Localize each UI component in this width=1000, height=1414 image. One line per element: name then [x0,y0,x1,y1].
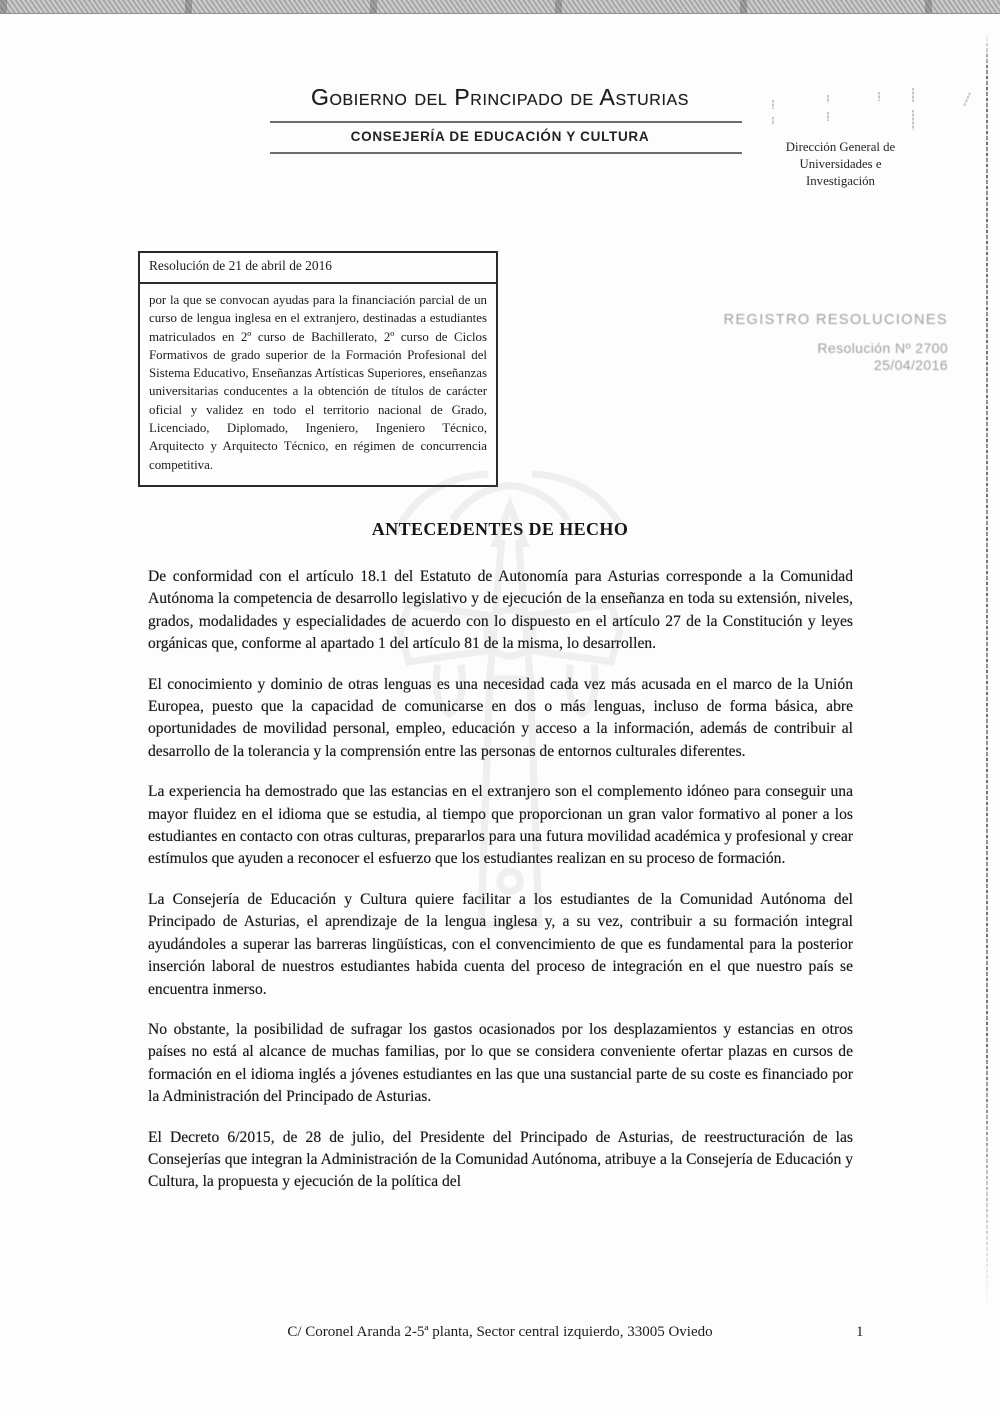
body-paragraph: De conformidad con el artículo 18.1 del Estatuto de Autonomía para Asturias corresponde a la Comunidad Autónoma la competencia de desarrollo legislativo y de ejecución de la enseñanza en toda su extensión, niveles, grados, modalidades y especialidades de acuerdo con lo dispuesto en el artículo 27 de la Constitución y leyes orgánicas que, conforme al apartado 1 del artículo 81 de la misma, lo desarrollen. [148,568,853,653]
scan-noise-mark [772,117,774,125]
body-paragraph: La Consejería de Educación y Cultura quiere facilitar a los estudiantes de la Comunidad Autónoma del Principado de Asturias, el aprendizaje de la lengua inglesa y, a su vez, contribuir a su formación integral ayudándoles a superar las barreras lingüísticas, con el convencimiento de que es fundamental para la posterior inserción laboral de nuestros estudiantes habida cuenta del proceso de integración en el que nuestro país se encuentra inmerso. [148,890,853,998]
body-paragraph: La experiencia ha demostrado que las estancias en el extranjero son el complemento idóneo para conseguir una mayor fluidez en el idioma que se estudia, al tiempo que proporcionan un gran valor formativo al poner a los estudiantes en contacto con otras culturas, prepararlos para una futura movilidad académica y profesional y crear estímulos que ayuden a reconocer el esfuerzo que los estudiantes realizan en su proceso de formación. [148,783,853,868]
body-paragraph: No obstante, la posibilidad de sufragar los gastos ocasionados por los desplazamientos y estancias en otros países no está al alcance de muchas familias, por lo que se considera conveniente ofertar plazas en cursos de formación en el idioma inglés a jóvenes estudiantes en las que una sustancial parte de su coste es financiado por la Administración del Principado de Asturias. [148,1020,853,1106]
resolution-subject-text: por la que se convocan ayudas para la financiación parcial de un curso de lengua inglesa en el extranjero, destinadas a estudiantes matriculados en 2º curso de Bachillerato, 2º curso de Ciclos Formativos de grado superior de la Formación Profesional del Sistema Educativo, Enseñanzas Artísticas Superiores, enseñanzas universitarias conducentes a la obtención de títulos de carácter oficial y validez en todo el territorio nacional de Grado, Licenciado, Diplomado, Ingeniero, Ingeniero Técnico, Arquitecto y Arquitecto Técnico, en régimen de concurrencia competitiva. [149,293,487,472]
scan-noise-mark [912,110,914,130]
footer-address: C/ Coronel Aranda 2-5ª planta, Sector central izquierdo, 33005 Oviedo [287,1324,713,1340]
direction-general-block [753,139,928,189]
registry-stamp-title: REGISTRO RESOLUCIONES [723,312,948,328]
scan-edge-artifact [0,0,1000,14]
resolution-summary-box [138,251,498,487]
direction-general-line: Universidades e [799,156,882,171]
direction-general-line: Dirección General de [785,140,896,154]
section-heading: ANTECEDENTES DE HECHO [371,519,629,539]
letterhead-divider-bottom [270,152,742,154]
body-paragraph: El Decreto 6/2015, de 28 de julio, del Presidente del Principado de Asturias, de reestructuración de las Consejerías que integran la Administración de la Comunidad Autónoma, atribuye a la Consejería de Educación y Cultura, la propuesta y ejecución de la política del [148,1128,853,1191]
registry-stamp [700,312,948,373]
footer-page-number: 1 [856,1324,864,1340]
resolution-date-title: Resolución de 21 de abril de 2016 [140,253,496,284]
document-body [148,566,853,1212]
scan-fold-line-artifact [986,32,988,1312]
letterhead-divider-top [270,121,742,123]
body-paragraph: El conocimiento y dominio de otras lenguas es una necesidad cada vez más acusada en el marco de la Unión Europea, puesto que la capacidad de comunicarse en dos o más lenguas, incluso de forma básica, abre oportunidades de movilidad personal, empleo, educación y acceso a la información, además de contribuir al desarrollo de la tolerancia y la comprensión entre las personas de entornos culturales diferentes. [148,675,853,760]
registry-stamp-resolution-number: Resolución Nº 2700 [817,340,948,356]
scan-noise-mark [827,112,829,121]
registry-stamp-date: 25/04/2016 [873,357,948,373]
department-letterhead-title: CONSEJERÍA DE EDUCACIÓN Y CULTURA [350,129,650,144]
government-letterhead-title: Gobierno del Principado de Asturias [310,84,690,110]
direction-general-line: Investigación [806,173,875,188]
